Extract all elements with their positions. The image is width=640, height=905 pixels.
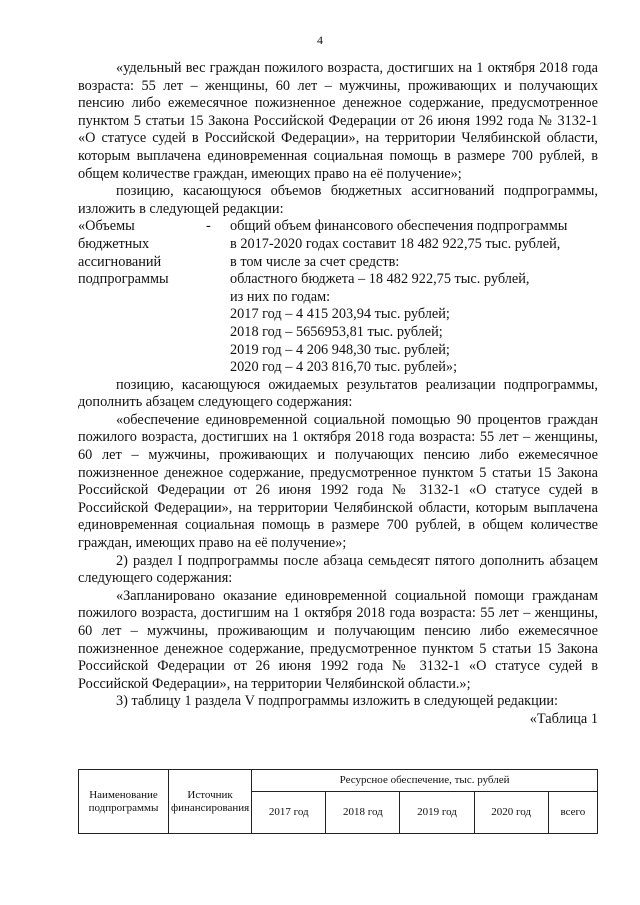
- paragraph-section-one: 2) раздел I подпрограммы после абзаца семьдесят пятого дополнить абзацем следующего содержания:: [78, 552, 598, 587]
- passport-right-line: областного бюджета – 18 482 922,75 тыс. рублей,: [230, 271, 530, 288]
- passport-left-line: ассигнований: [78, 253, 162, 270]
- table-title: «Таблица 1: [529, 710, 598, 727]
- table-header-source: Источник финансирования: [169, 770, 252, 834]
- page-number: 4: [317, 33, 323, 47]
- paragraph-result-text: «обеспечение единовременной социальной помощью 90 процентов граждан пожилого возраста, достигших на 1 октября 2018 года возраста: 55 лет – женщины, 60 лет – мужчины, проживающих и получающих пенсию либо ежемесячное пожизненное денежное содержание, предусмотренное пунктом 5 статьи 15 Закона Российской Федерации от 26 июня 1992 года № 3132-1 «О статусе судей в Российской Федерации», на территории Челябинской области, которым выплачена единовременная социальная помощь в размере 700 рублей, в общем количестве граждан, имеющих право на её получение»;: [78, 411, 598, 552]
- table-header-year: 2018 год: [326, 792, 400, 834]
- paragraph-planned-help: «Запланировано оказание единовременной социальной помощи гражданам пожилого возраста, достигшим на 1 октября 2018 года возраста: 55 лет – женщины, 60 лет – мужчины, проживающим и получающим пенсию либо ежемесячное пожизненное денежное содержание, предусмотренное пунктом 5 статьи 15 Закона Российской Федерации от 26 июня 1992 года № 3132-1 «О статусе судей в Российской Федерации», на территории Челябинской области.»;: [78, 587, 598, 692]
- document-body: [78, 60, 598, 729]
- passport-right-line: в 2017-2020 годах составит 18 482 922,75 тыс. рублей,: [230, 235, 561, 252]
- passport-right-line: из них по годам:: [230, 288, 331, 305]
- passport-right-line: в том числе за счет средств:: [230, 253, 400, 270]
- passport-right-line: 2018 год – 5656953,81 тыс. рублей;: [230, 323, 443, 340]
- table-header-resource: Ресурсное обеспечение, тыс. рублей: [252, 770, 598, 792]
- table-header-year: 2017 год: [252, 792, 326, 834]
- passport-left-line: «Объемы: [78, 218, 135, 235]
- table-header-year: 2020 год: [474, 792, 548, 834]
- passport-left-line: бюджетных: [78, 235, 150, 252]
- passport-right-line: общий объем финансового обеспечения подпрограммы: [230, 218, 568, 235]
- paragraph-results-position: позицию, касающуюся ожидаемых результатов реализации подпрограммы, дополнить абзацем следующего содержания:: [78, 376, 598, 411]
- passport-right-column: [230, 218, 598, 376]
- paragraph-specific-weight: «удельный вес граждан пожилого возраста, достигших на 1 октября 2018 года возраста: 55 лет – женщины, 60 лет – мужчины, проживающих и получающих пенсию либо ежемесячное пожизненное денежное содержание, предусмотренное пунктом 5 статьи 15 Закона Российской Федерации от 26 июня 1992 года № 3132-1 «О статусе судей в Российской Федерации», на территории Челябинской области, которым выплачена единовременная социальная помощь в размере 700 рублей, в общем количестве граждан, имеющих право на её получение»;: [78, 60, 598, 182]
- passport-left-column: [78, 218, 206, 376]
- table-header-name: Наименование подпрограммы: [79, 770, 169, 834]
- paragraph-table-intro: 3) таблицу 1 раздела V подпрограммы изложить в следующей редакции:: [116, 693, 559, 710]
- passport-left-line: подпрограммы: [78, 271, 169, 288]
- passport-right-line: 2020 год – 4 203 816,70 тыс. рублей»;: [230, 359, 458, 376]
- paragraph-budget-position: позицию, касающуюся объемов бюджетных ассигнований подпрограммы, изложить в следующей редакции:: [78, 183, 598, 217]
- passport-right-line: 2017 год – 4 415 203,94 тыс. рублей;: [230, 306, 450, 323]
- table-header-year: 2019 год: [400, 792, 474, 834]
- passport-budget-block: [78, 218, 598, 376]
- table-header-total: всего: [548, 792, 597, 834]
- resource-table: [78, 769, 598, 834]
- passport-dash: -: [206, 218, 211, 235]
- passport-right-line: 2019 год – 4 206 948,30 тыс. рублей;: [230, 341, 450, 358]
